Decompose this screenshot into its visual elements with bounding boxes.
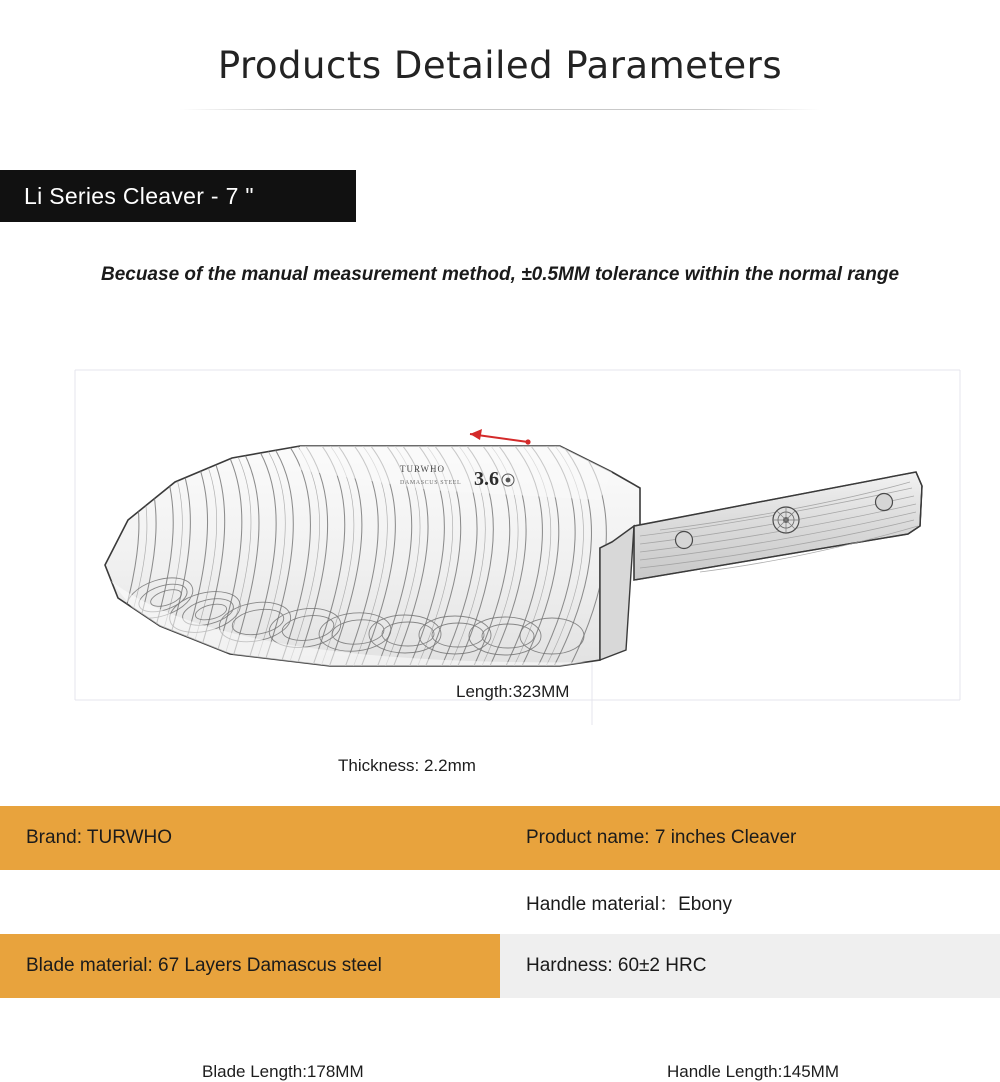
blade-length-label: Blade Length:178MM	[202, 1062, 364, 1081]
spec-handle-material: Handle material：Ebony	[500, 870, 1000, 934]
handle-medallion	[773, 507, 799, 533]
handle-rivet-rear	[876, 494, 893, 511]
series-banner	[0, 170, 356, 222]
specs-table	[0, 806, 1000, 1000]
spec-empty	[0, 870, 500, 934]
svg-text:DAMASCUS STEEL: DAMASCUS STEEL	[400, 480, 462, 486]
svg-text:TURWHO: TURWHO	[400, 464, 445, 474]
thickness-label: Thickness: 2.2mm	[338, 756, 476, 775]
spec-brand: Brand: TURWHO	[0, 806, 500, 870]
handle-rivet-front	[676, 532, 693, 549]
spec-blade-material: Blade material: 67 Layers Damascus steel	[0, 934, 500, 998]
spec-hardness: Hardness: 60±2 HRC	[500, 934, 1000, 998]
handle-length-label: Handle Length:145MM	[667, 1062, 840, 1081]
table-row	[0, 870, 1000, 934]
bolster	[600, 526, 634, 660]
svg-text:3.6: 3.6	[474, 468, 499, 490]
table-row	[0, 934, 1000, 998]
tolerance-note: Becuase of the manual measurement method, ±0.5MM tolerance within the normal range	[100, 264, 900, 285]
table-row	[0, 806, 1000, 870]
spec-product-name: Product name: 7 inches Cleaver	[500, 806, 1000, 870]
knife-illustration	[0, 330, 1000, 800]
title-divider	[180, 109, 820, 110]
length-label: Length:323MM	[456, 682, 570, 701]
series-banner-label: Li Series Cleaver - 7 "	[24, 182, 254, 209]
thickness-pointer	[470, 429, 531, 445]
page-title: Products Detailed Parameters	[217, 44, 783, 87]
